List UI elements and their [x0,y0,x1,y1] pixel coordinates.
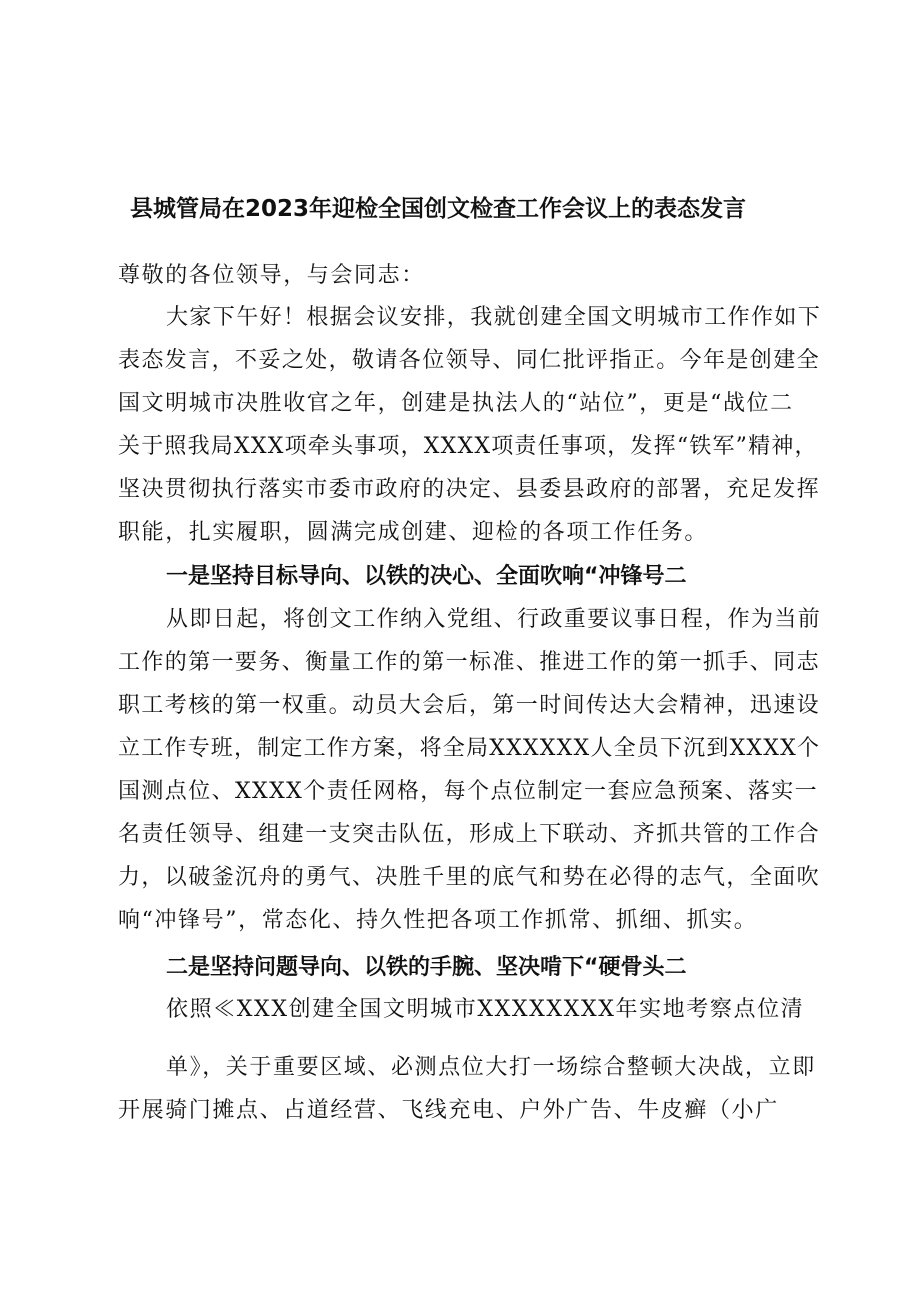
section-1-heading: 一是坚持目标导向、以铁的决心、全面吹响“冲锋号二 [166,564,687,589]
section-2-heading: 二是坚持问题导向、以铁的手腕、坚决啃下“硬骨头二 [166,955,687,980]
section-2-line-2: 单》，关于重要区域、必测点位大打一场综合整顿大决战，立即 [166,1055,816,1080]
intro-line-4: 关于照我局XXX项牵头事项，XXXX项责任事项，发挥“铁军”精神， [118,434,818,459]
intro-line-5: 坚决贯彻执行落实市委市政府的决定、县委县政府的部署，充足发挥 [118,477,821,502]
section-2-line-1: 依照≪XXX创建全国文明城市XXXXXXXX年实地考察点位清 [166,997,805,1022]
intro-line-1: 大家下午好！根据会议安排，我就创建全国文明城市工作作如下 [166,305,822,330]
section-1-line-8: 响“冲锋号”，常态化、持久性把各项工作抓常、抓细、抓实。 [118,908,758,933]
section-1-line-1: 从即日起，将创文工作纳入党组、行政重要议事日程，作为当前 [166,607,822,632]
intro-line-6: 职能，扎实履职，圆满完成创建、迎检的各项工作任务。 [118,520,709,545]
section-1-line-6: 名责任领导、组建一支突击队伍，形成上下联动、齐抓共管的工作合 [118,822,821,847]
section-1-line-7: 力，以破釜沉舟的勇气、决胜千里的底气和势在必得的志气，全面吹 [118,865,821,890]
section-1-line-2: 工作的第一要务、衡量工作的第一标准、推进工作的第一抓手、同志 [118,650,821,675]
section-2-line-3: 开展骑门摊点、占道经营、飞线充电、户外广告、牛皮癣（小广 [118,1098,779,1123]
section-1-line-4: 立工作专班，制定工作方案，将全局XXXXXX人全员下沉到XXXX个 [118,736,821,761]
salutation: 尊敬的各位领导，与会同志： [118,263,425,288]
section-1-line-5: 国测点位、XXXX个责任网格，每个点位制定一套应急预案、落实一 [118,779,819,804]
section-1-line-3: 职工考核的第一权重。动员大会后，第一时间传达大会精神，迅速设 [118,693,821,718]
intro-line-3: 国文明城市决胜收官之年，创建是执法人的“站位”，更是“战位二 [118,391,794,416]
document-title: 县城管局在2023年迎检全国创文检查工作会议上的表态发言 [130,196,747,222]
intro-line-2: 表态发言，不妥之处，敬请各位领导、同仁批评指正。今年是创建全 [118,348,821,373]
